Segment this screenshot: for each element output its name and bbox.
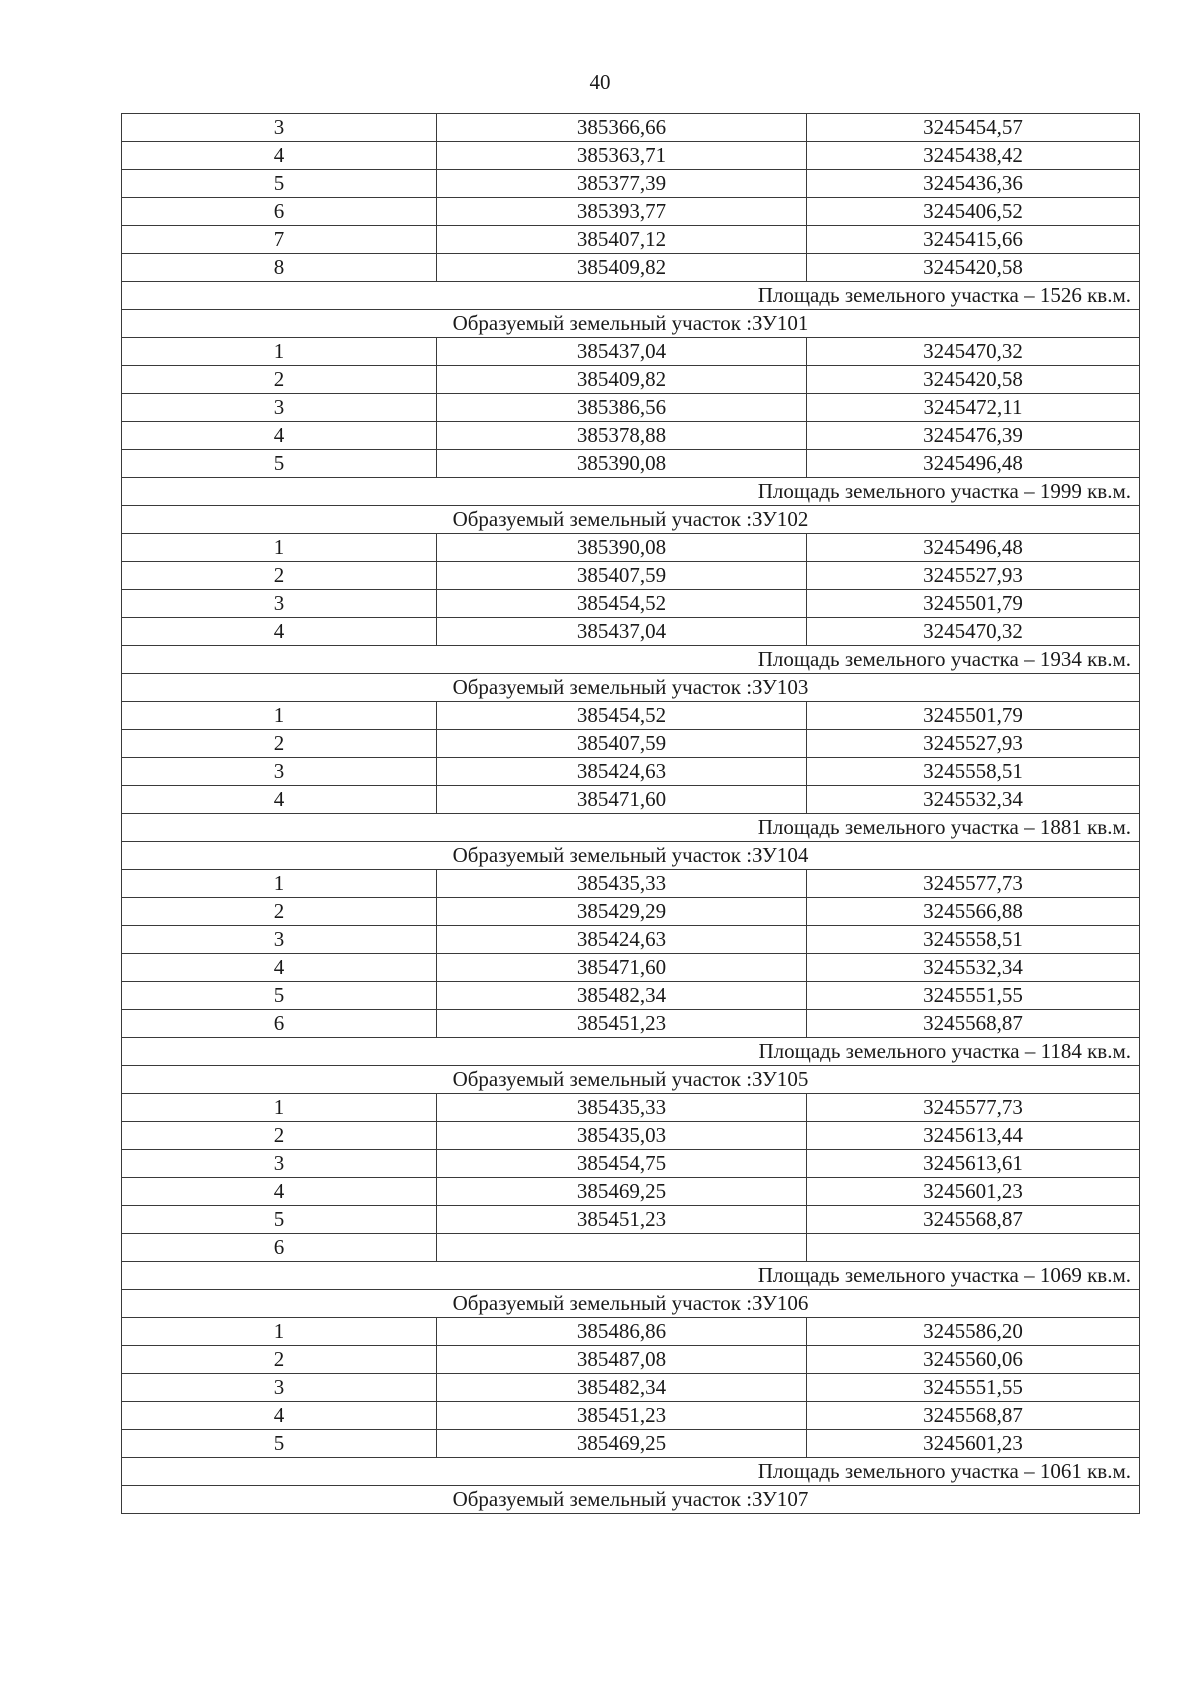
coordinate-x: 385469,25 xyxy=(437,1430,807,1458)
coordinate-y: 3245586,20 xyxy=(807,1318,1140,1346)
parcel-header: Образуемый земельный участок :ЗУ101 xyxy=(122,310,1140,338)
parcel-header-row xyxy=(122,842,1140,870)
table-row xyxy=(122,114,1140,142)
table-row xyxy=(122,450,1140,478)
parcel-area-row xyxy=(122,1458,1140,1486)
point-number: 4 xyxy=(122,786,437,814)
parcel-header: Образуемый земельный участок :ЗУ104 xyxy=(122,842,1140,870)
coordinate-y: 3245613,61 xyxy=(807,1150,1140,1178)
coordinate-y xyxy=(807,1234,1140,1262)
table-row xyxy=(122,142,1140,170)
table-row xyxy=(122,1094,1140,1122)
point-number: 2 xyxy=(122,898,437,926)
coordinate-x: 385407,12 xyxy=(437,226,807,254)
table-row xyxy=(122,870,1140,898)
table-row xyxy=(122,562,1140,590)
parcel-header-row xyxy=(122,506,1140,534)
table-row xyxy=(122,170,1140,198)
parcel-area: Площадь земельного участка – 1999 кв.м. xyxy=(122,478,1140,506)
parcel-header-row xyxy=(122,1066,1140,1094)
coordinate-x: 385482,34 xyxy=(437,982,807,1010)
coordinate-y: 3245415,66 xyxy=(807,226,1140,254)
coordinate-y: 3245613,44 xyxy=(807,1122,1140,1150)
coordinate-x: 385390,08 xyxy=(437,534,807,562)
point-number: 2 xyxy=(122,1122,437,1150)
table-row xyxy=(122,1374,1140,1402)
coordinate-y: 3245420,58 xyxy=(807,366,1140,394)
table-row xyxy=(122,926,1140,954)
table-row xyxy=(122,1206,1140,1234)
point-number: 5 xyxy=(122,450,437,478)
coordinate-x: 385409,82 xyxy=(437,254,807,282)
coordinate-x: 385409,82 xyxy=(437,366,807,394)
table-row xyxy=(122,534,1140,562)
coordinate-y: 3245527,93 xyxy=(807,562,1140,590)
coordinate-x: 385363,71 xyxy=(437,142,807,170)
table-row xyxy=(122,590,1140,618)
table-row xyxy=(122,338,1140,366)
point-number: 2 xyxy=(122,562,437,590)
point-number: 5 xyxy=(122,170,437,198)
coordinate-x: 385437,04 xyxy=(437,338,807,366)
coordinate-x: 385429,29 xyxy=(437,898,807,926)
coordinate-y: 3245558,51 xyxy=(807,926,1140,954)
point-number: 1 xyxy=(122,1318,437,1346)
table-row xyxy=(122,226,1140,254)
coordinate-y: 3245420,58 xyxy=(807,254,1140,282)
parcel-header: Образуемый земельный участок :ЗУ103 xyxy=(122,674,1140,702)
point-number: 1 xyxy=(122,870,437,898)
coordinate-x: 385482,34 xyxy=(437,1374,807,1402)
coordinate-x: 385378,88 xyxy=(437,422,807,450)
point-number: 2 xyxy=(122,366,437,394)
coordinate-y: 3245568,87 xyxy=(807,1010,1140,1038)
coordinate-x: 385407,59 xyxy=(437,562,807,590)
table-row xyxy=(122,1402,1140,1430)
coordinate-x: 385454,52 xyxy=(437,590,807,618)
coordinate-y: 3245470,32 xyxy=(807,618,1140,646)
coordinate-y: 3245560,06 xyxy=(807,1346,1140,1374)
coordinate-x: 385469,25 xyxy=(437,1178,807,1206)
table-row xyxy=(122,198,1140,226)
parcel-area-row xyxy=(122,1262,1140,1290)
point-number: 5 xyxy=(122,982,437,1010)
coordinate-x: 385471,60 xyxy=(437,954,807,982)
coordinate-y: 3245472,11 xyxy=(807,394,1140,422)
parcel-area: Площадь земельного участка – 1184 кв.м. xyxy=(122,1038,1140,1066)
coordinate-y: 3245577,73 xyxy=(807,870,1140,898)
coordinate-x: 385377,39 xyxy=(437,170,807,198)
parcel-header-row xyxy=(122,1486,1140,1514)
parcel-area: Площадь земельного участка – 1069 кв.м. xyxy=(122,1262,1140,1290)
parcel-header-row xyxy=(122,310,1140,338)
page-number: 40 xyxy=(589,70,611,94)
coordinate-y: 3245496,48 xyxy=(807,534,1140,562)
coordinate-y: 3245406,52 xyxy=(807,198,1140,226)
point-number: 3 xyxy=(122,1150,437,1178)
parcel-header: Образуемый земельный участок :ЗУ102 xyxy=(122,506,1140,534)
coordinate-x: 385471,60 xyxy=(437,786,807,814)
coordinate-x: 385390,08 xyxy=(437,450,807,478)
point-number: 7 xyxy=(122,226,437,254)
table-row xyxy=(122,1234,1140,1262)
point-number: 2 xyxy=(122,730,437,758)
point-number: 3 xyxy=(122,926,437,954)
coordinate-y: 3245601,23 xyxy=(807,1178,1140,1206)
point-number: 5 xyxy=(122,1206,437,1234)
table-row xyxy=(122,730,1140,758)
coordinate-x xyxy=(437,1234,807,1262)
coordinate-y: 3245551,55 xyxy=(807,982,1140,1010)
coordinate-x: 385487,08 xyxy=(437,1346,807,1374)
point-number: 4 xyxy=(122,1402,437,1430)
table-row xyxy=(122,1430,1140,1458)
coordinate-y: 3245438,42 xyxy=(807,142,1140,170)
table-row xyxy=(122,702,1140,730)
point-number: 6 xyxy=(122,1234,437,1262)
coordinate-x: 385454,52 xyxy=(437,702,807,730)
coordinate-y: 3245566,88 xyxy=(807,898,1140,926)
coordinate-y: 3245501,79 xyxy=(807,702,1140,730)
point-number: 4 xyxy=(122,142,437,170)
table-row xyxy=(122,954,1140,982)
table-row xyxy=(122,758,1140,786)
table-row xyxy=(122,1178,1140,1206)
point-number: 8 xyxy=(122,254,437,282)
parcel-header-row xyxy=(122,674,1140,702)
parcel-area: Площадь земельного участка – 1061 кв.м. xyxy=(122,1458,1140,1486)
coordinate-y: 3245532,34 xyxy=(807,954,1140,982)
coordinate-x: 385451,23 xyxy=(437,1206,807,1234)
table-row xyxy=(122,898,1140,926)
coordinate-y: 3245470,32 xyxy=(807,338,1140,366)
parcel-header: Образуемый земельный участок :ЗУ107 xyxy=(122,1486,1140,1514)
coordinate-y: 3245436,36 xyxy=(807,170,1140,198)
table-row xyxy=(122,1318,1140,1346)
coordinate-y: 3245532,34 xyxy=(807,786,1140,814)
coordinate-x: 385435,33 xyxy=(437,870,807,898)
table-row xyxy=(122,1010,1140,1038)
table-row xyxy=(122,366,1140,394)
parcel-area: Площадь земельного участка – 1881 кв.м. xyxy=(122,814,1140,842)
point-number: 4 xyxy=(122,954,437,982)
point-number: 3 xyxy=(122,394,437,422)
point-number: 3 xyxy=(122,590,437,618)
coordinate-x: 385393,77 xyxy=(437,198,807,226)
point-number: 1 xyxy=(122,534,437,562)
coordinate-y: 3245454,57 xyxy=(807,114,1140,142)
parcel-header: Образуемый земельный участок :ЗУ106 xyxy=(122,1290,1140,1318)
coordinate-x: 385424,63 xyxy=(437,926,807,954)
coordinate-y: 3245568,87 xyxy=(807,1402,1140,1430)
parcel-area-row xyxy=(122,646,1140,674)
table-row xyxy=(122,422,1140,450)
parcel-area: Площадь земельного участка – 1526 кв.м. xyxy=(122,282,1140,310)
coordinate-x: 385435,33 xyxy=(437,1094,807,1122)
point-number: 6 xyxy=(122,1010,437,1038)
coordinate-y: 3245568,87 xyxy=(807,1206,1140,1234)
parcel-area-row xyxy=(122,1038,1140,1066)
parcel-area-row xyxy=(122,814,1140,842)
table-row xyxy=(122,982,1140,1010)
point-number: 1 xyxy=(122,338,437,366)
table-row xyxy=(122,618,1140,646)
point-number: 1 xyxy=(122,702,437,730)
parcel-header-row xyxy=(122,1290,1140,1318)
point-number: 1 xyxy=(122,1094,437,1122)
point-number: 2 xyxy=(122,1346,437,1374)
coordinates-table xyxy=(121,113,1140,1514)
parcel-area-row xyxy=(122,478,1140,506)
point-number: 4 xyxy=(122,422,437,450)
table-row xyxy=(122,1346,1140,1374)
point-number: 3 xyxy=(122,1374,437,1402)
parcel-area-row xyxy=(122,282,1140,310)
coordinate-x: 385486,86 xyxy=(437,1318,807,1346)
coordinate-x: 385437,04 xyxy=(437,618,807,646)
point-number: 6 xyxy=(122,198,437,226)
point-number: 5 xyxy=(122,1430,437,1458)
point-number: 3 xyxy=(122,758,437,786)
coordinate-y: 3245577,73 xyxy=(807,1094,1140,1122)
coordinate-x: 385451,23 xyxy=(437,1010,807,1038)
table-row xyxy=(122,394,1140,422)
table-row xyxy=(122,1122,1140,1150)
coordinate-x: 385424,63 xyxy=(437,758,807,786)
coordinate-y: 3245551,55 xyxy=(807,1374,1140,1402)
point-number: 4 xyxy=(122,618,437,646)
parcel-area: Площадь земельного участка – 1934 кв.м. xyxy=(122,646,1140,674)
point-number: 4 xyxy=(122,1178,437,1206)
coordinate-y: 3245496,48 xyxy=(807,450,1140,478)
coordinate-y: 3245558,51 xyxy=(807,758,1140,786)
coordinate-y: 3245476,39 xyxy=(807,422,1140,450)
coordinate-x: 385366,66 xyxy=(437,114,807,142)
coordinate-x: 385407,59 xyxy=(437,730,807,758)
table-row xyxy=(122,1150,1140,1178)
coordinate-x: 385451,23 xyxy=(437,1402,807,1430)
point-number: 3 xyxy=(122,114,437,142)
coordinate-y: 3245501,79 xyxy=(807,590,1140,618)
coordinate-x: 385435,03 xyxy=(437,1122,807,1150)
coordinate-x: 385454,75 xyxy=(437,1150,807,1178)
coordinate-y: 3245527,93 xyxy=(807,730,1140,758)
table-row xyxy=(122,786,1140,814)
coordinate-x: 385386,56 xyxy=(437,394,807,422)
parcel-header: Образуемый земельный участок :ЗУ105 xyxy=(122,1066,1140,1094)
table-row xyxy=(122,254,1140,282)
coordinate-y: 3245601,23 xyxy=(807,1430,1140,1458)
coordinates-table-body xyxy=(122,114,1140,1514)
